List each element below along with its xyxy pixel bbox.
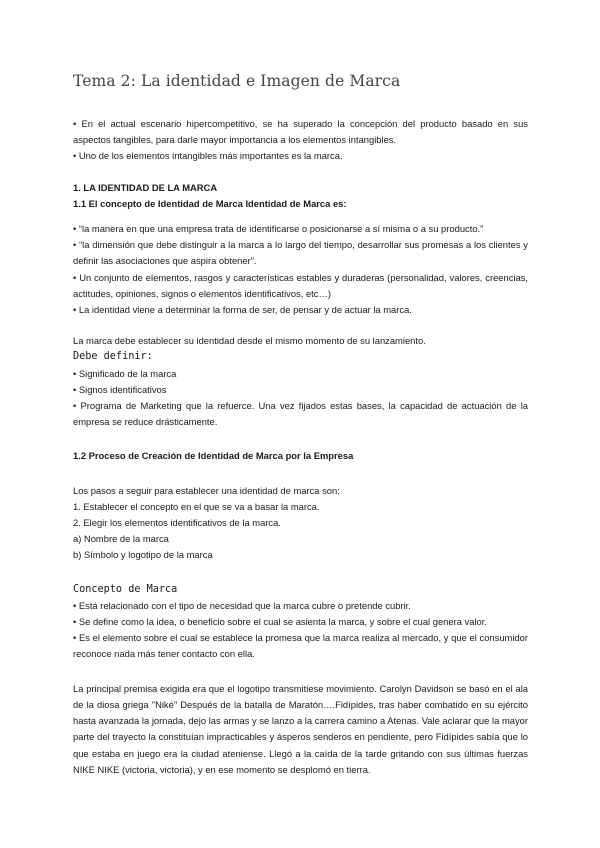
section-1-heading: 1. LA IDENTIDAD DE LA MARCA — [73, 181, 218, 193]
document-title: Tema 2: La identidad e Imagen de Marca — [73, 72, 401, 90]
identity-bullet-3: • Un conjunto de elementos, rasgos y características estables y duraderas (personalidad, valores, creencias, actitudes, opiniones, signos o elementos identificativos, etc…) — [73, 271, 528, 299]
nike-paragraph: La principal premisa exigida era que el logotipo transmitiese movimiento. Carolyn Davidson se basó en el ala de la diosa griega "Niké" Después de la batalla de Maratón….Fidípides, tras haber combatido en su ejército hasta avanzada la jornada, dejo las armas y se lanzo a la carrera camino a Atenas. Vale aclarar que la mayor parte del trayecto la constituían impracticables y ásperos senderos en pendiente, pero Fidípides sabía que lo que estaba en juego era la ciudad ateniense. Llegó a la caída de la tarde gritando con sus últimas fuerzas NIKE NIKE (victoria, victoria), y en ese momento se desplomó en tierra. — [73, 682, 528, 775]
steps-intro: Los pasos a seguir para establecer una identidad de marca son: — [73, 484, 340, 496]
identity-bullet-4: • La identidad viene a determinar la forma de ser, de pensar y de actuar la marca. — [73, 304, 412, 316]
step-a: a) Nombre de la marca — [73, 533, 169, 545]
establish-paragraph: La marca debe establecer su identidad desde el mismo momento de su lanzamiento. — [73, 335, 426, 347]
section-1-2-heading: 1.2 Proceso de Creación de Identidad de Marca por la Empresa — [73, 450, 354, 462]
identity-bullet-1: • “la manera en que una empresa trata de identificarse o posicionarse a sí misma o a su producto.” — [73, 223, 484, 235]
intro-bullet-1: • En el actual escenario hipercompetitivo, se ha superado la concepción del producto basado en sus aspectos tangibles, para darle mayor importancia a los elementos intangibles. — [73, 118, 528, 146]
identity-bullet-2: • “la dimensión que debe distinguir a la marca a lo largo del tiempo, desarrollar sus promesas a los clientes y definir las asociaciones que aspira obtener”. — [73, 239, 528, 267]
concepto-bullet-1: • Está relacionado con el tipo de necesidad que la marca cubre o pretende cubrir. — [73, 599, 411, 611]
step-b: b) Símbolo y logotipo de la marca — [73, 549, 213, 561]
concepto-de-marca-heading: Concepto de Marca — [73, 583, 178, 595]
debe-definir-heading: Debe definir: — [73, 351, 153, 363]
section-1-1-heading: 1.1 El concepto de Identidad de Marca Identidad de Marca es: — [73, 197, 347, 209]
concepto-bullet-2: • Se define como la idea, o beneficio sobre el cual se asienta la marca, y sobre el cual genera valor. — [73, 616, 487, 628]
define-item-2: • Signos identificativos — [73, 383, 167, 395]
document-body — [73, 116, 528, 778]
concepto-bullet-3: • Es el elemento sobre el cual se establece la promesa que la marca realiza al mercado, y que el consumidor reconoce nada más tener contacto con ella. — [73, 632, 528, 660]
intro-bullet-2: • Uno de los elementos intangibles más importantes es la marca. — [73, 150, 343, 162]
define-item-3: • Programa de Marketing que la refuerce. Una vez fijados estas bases, la capacidad de actuación de la empresa se reduce drásticamente. — [73, 400, 528, 428]
step-1: 1. Establecer el concepto en el que se va a basar la marca. — [73, 500, 320, 512]
step-2: 2. Elegir los elementos identificativos de la marca. — [73, 517, 281, 529]
define-item-1: • Significado de la marca — [73, 367, 177, 379]
